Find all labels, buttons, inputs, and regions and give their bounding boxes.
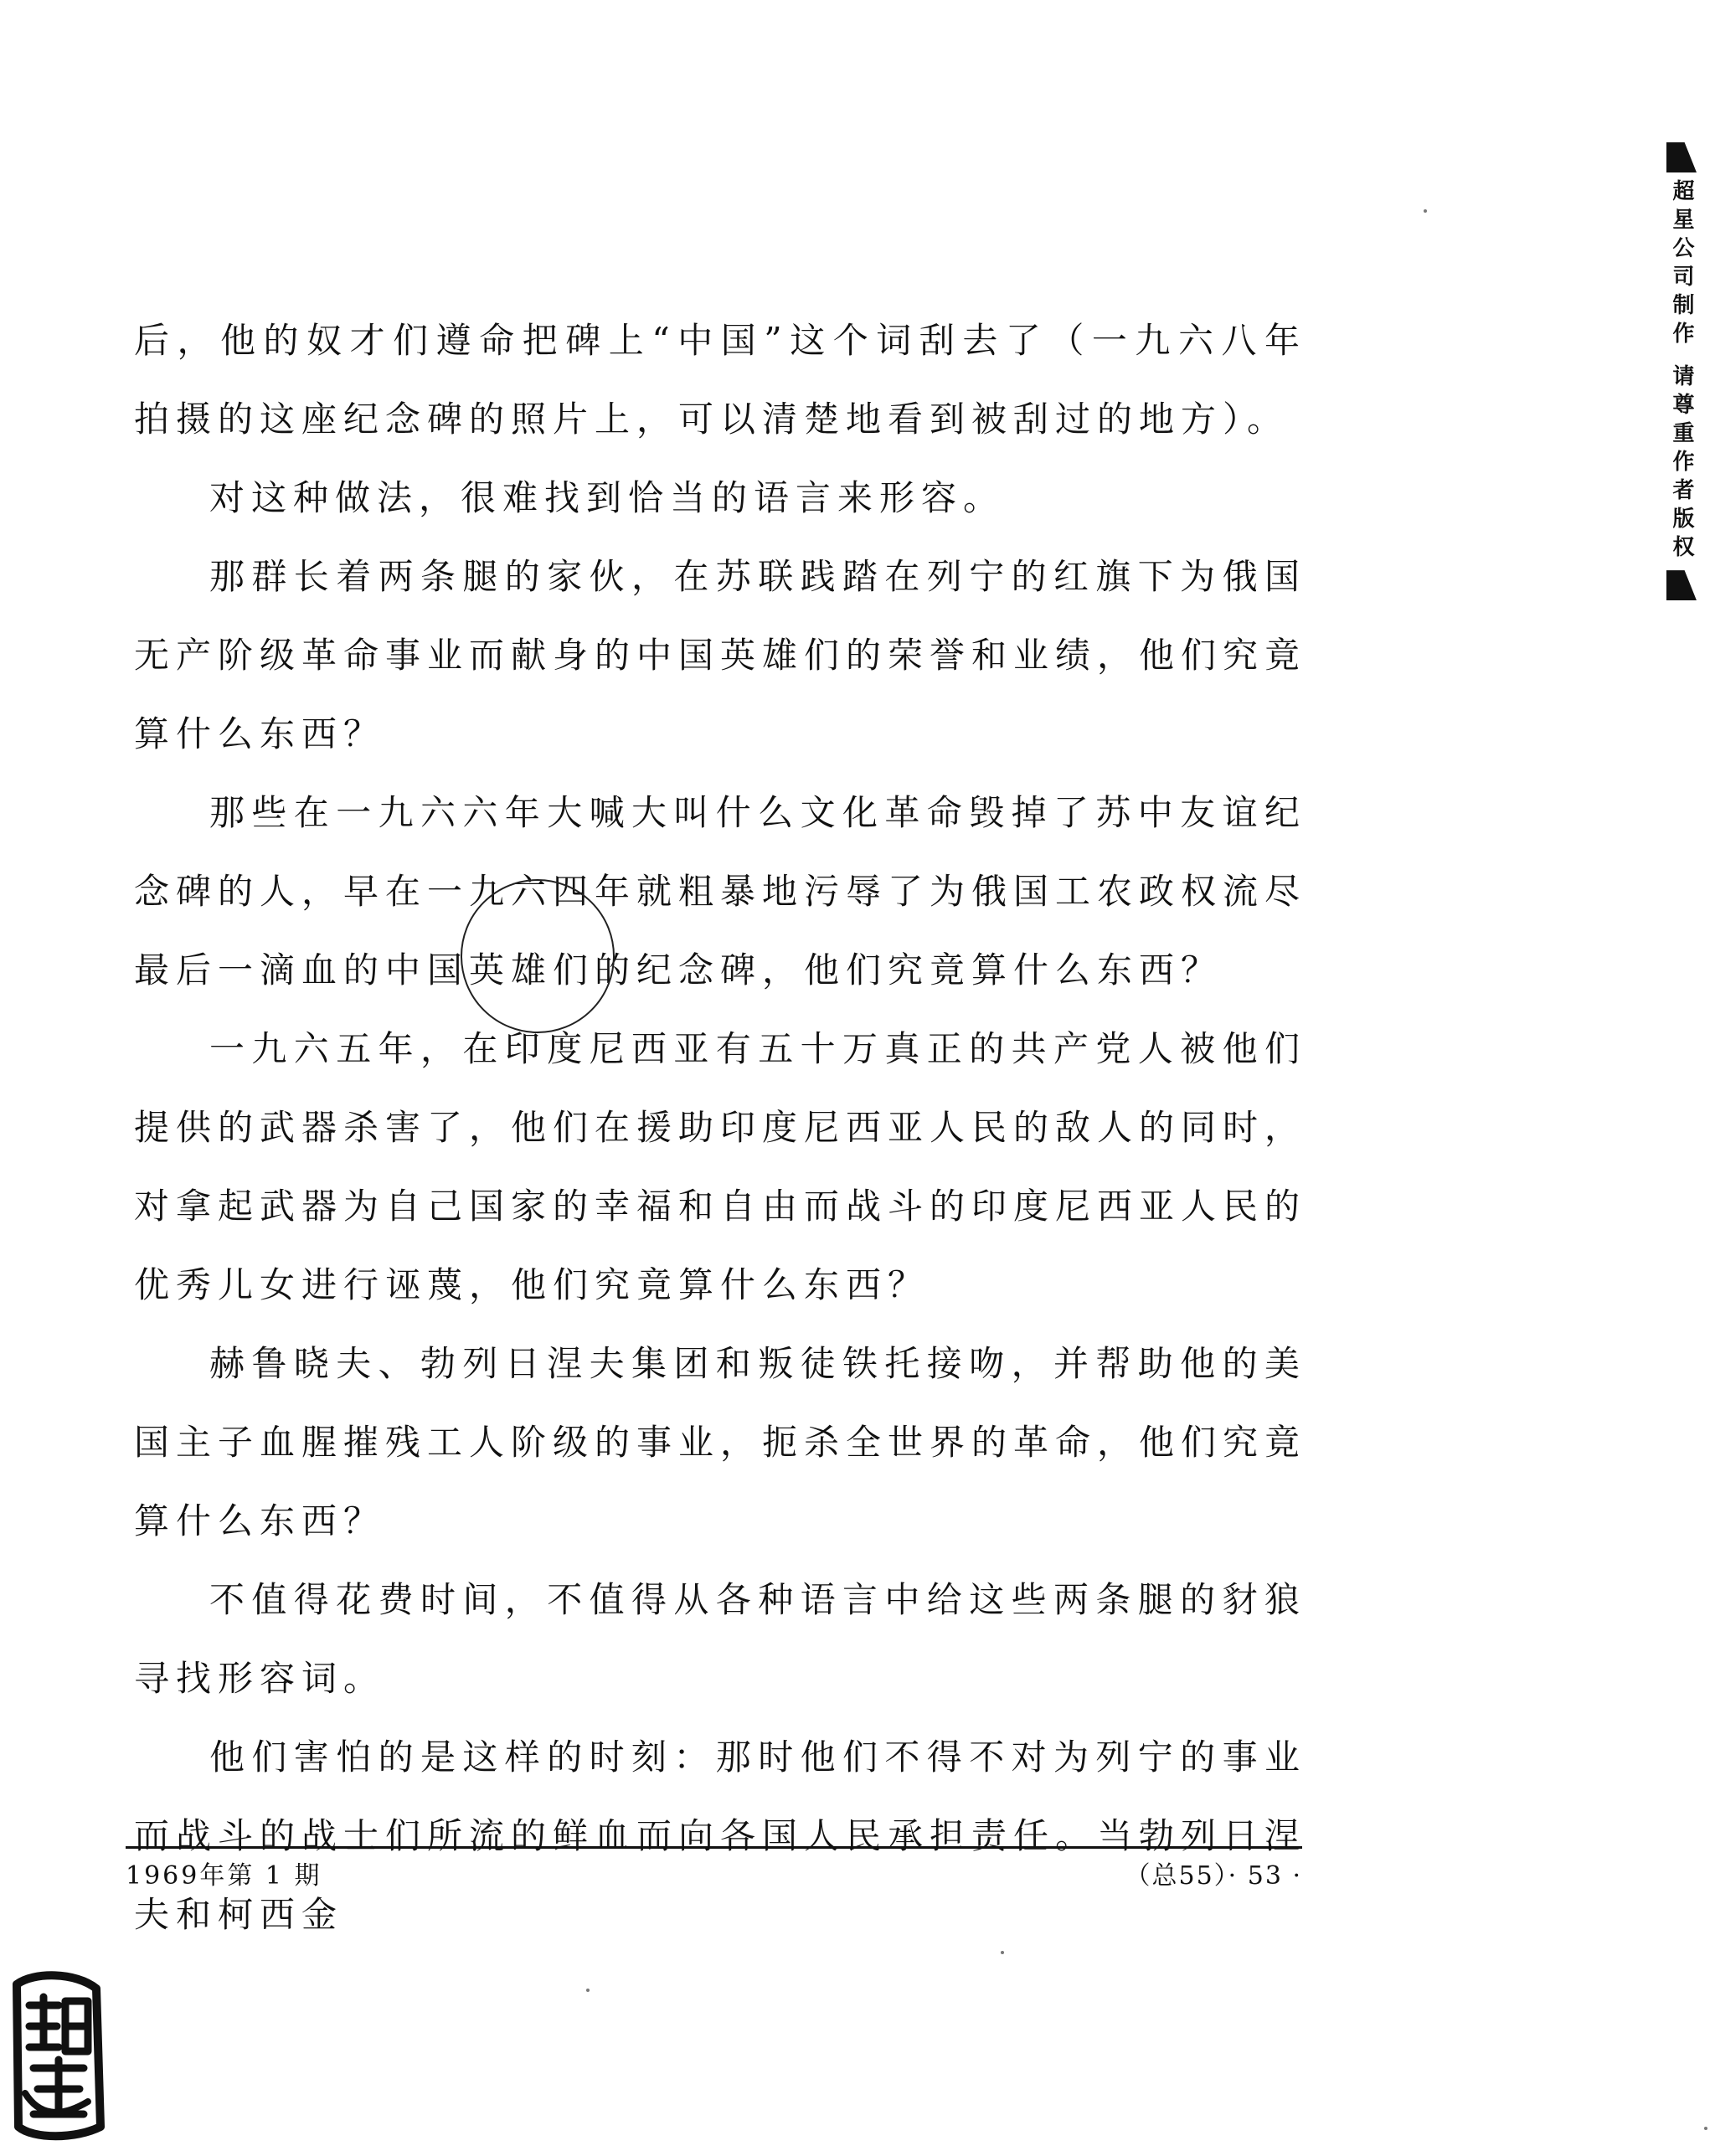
paragraph-2: 对这种做法，很难找到恰当的语言来形容。 — [209, 477, 1006, 518]
paragraph-1: 后，他的奴才们遵命把碑上“中国”这个词刮去了（一九六八年拍摄的这座纪念碑的照片上，可以清楚地看到被刮过的地方）。 — [134, 320, 1306, 440]
paragraph-7: 不值得花费时间，不值得从各种语言中给这些两条腿的豺狼寻找形容词。 — [134, 1579, 1306, 1699]
paragraph-6: 赫鲁晓夫、勃列日涅夫集团和叛徒铁托接吻，并帮助他的美国主子血腥摧残工人阶级的事业，扼杀全世界的革命，他们究竟算什么东西？ — [134, 1343, 1307, 1541]
footer-rule — [126, 1846, 1302, 1849]
footer-issue: 1969年第 1 期 — [126, 1861, 322, 1891]
scan-speck — [586, 1989, 590, 1992]
scan-speck — [1001, 1951, 1004, 1954]
paragraph-5: 一九六五年，在印度尼西亚有五十万真正的共产党人被他们提供的武器杀害了，他们在援助印度尼西亚人民的敌人的同时，对拿起武器为自己国家的幸福和自由而战斗的印度尼西亚人民的优秀儿女进行诬蔑，他们究竟算什么东西？ — [134, 1028, 1307, 1305]
scan-speck — [1424, 209, 1427, 213]
paragraph-4: 那些在一九六六年大喊大叫什么文化革命毁掉了苏中友谊纪念碑的人，早在一九六四年就粗暴地污辱了为俄国工农政权流尽最后一滴血的中国英雄们的纪念碑，他们究竟算什么东西？ — [134, 792, 1307, 991]
paragraph-3: 那群长着两条腿的家伙，在苏联践踏在列宁的红旗下为俄国无产阶级革命事业而献身的中国英雄们的荣誉和业绩，他们究竟算什么东西？ — [134, 556, 1307, 754]
footer-page-number: （总55）· 53 · — [1125, 1861, 1302, 1891]
copyright-side-stamp — [1666, 142, 1700, 600]
stamp-text: 超星公司制作 请尊重作者版权 — [1669, 179, 1694, 564]
stamp-bar-bottom — [1666, 570, 1697, 600]
stamp-bar-top — [1666, 142, 1697, 172]
library-seal-icon — [8, 1968, 109, 2143]
page-body — [134, 301, 1306, 1954]
scan-speck — [1704, 2127, 1707, 2130]
circle-mark — [461, 879, 615, 1033]
paragraph-8: 他们害怕的是这样的时刻：那时他们不得不对为列宁的事业而战斗的战士们所流的鲜血而向各国人民承担责任。当勃列日涅夫和柯西金 — [134, 1737, 1307, 1935]
